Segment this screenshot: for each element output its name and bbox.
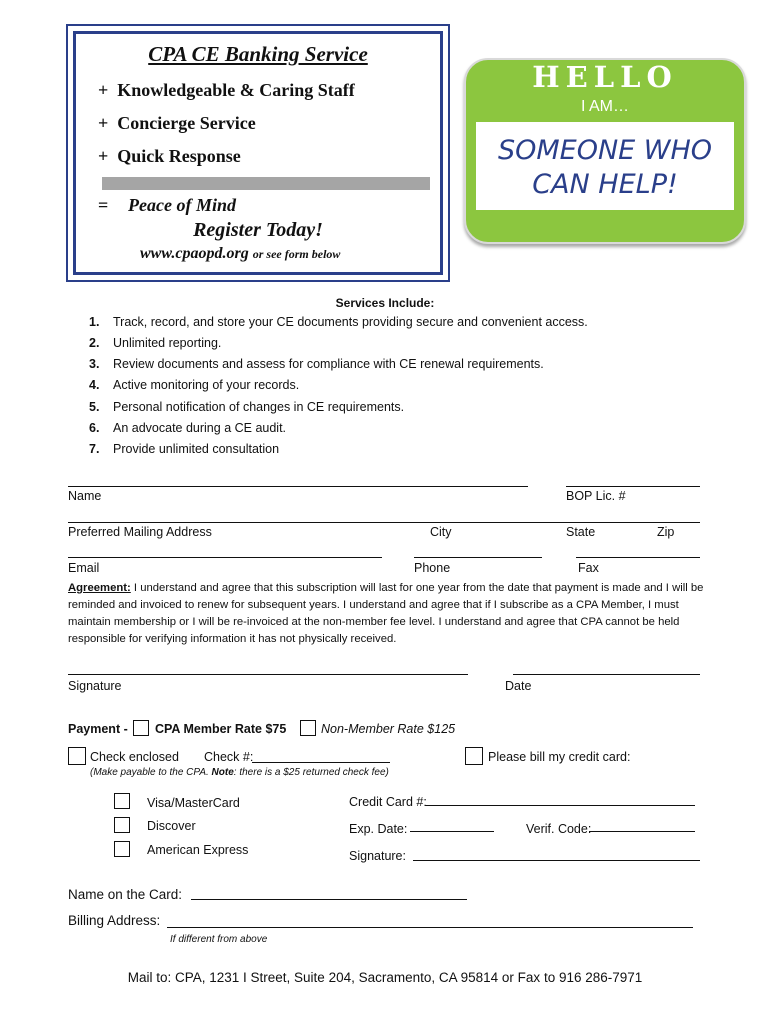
name-label: Name [68,489,102,503]
member-rate-label: CPA Member Rate $75 [155,722,287,736]
signature-label: Signature [68,679,122,693]
visa-checkbox[interactable] [114,793,130,809]
email-field[interactable] [68,557,382,558]
card-signature-field[interactable] [413,860,700,861]
badge-i-am: I AM… [580,98,629,115]
website-link[interactable]: www.cpaopd.org [140,245,249,262]
visa-label: Visa/MasterCard [147,796,240,810]
verif-code-field[interactable] [589,831,695,832]
peace-of-mind: Peace of Mind [128,195,236,215]
credit-card-label: Credit Card #: [349,795,427,809]
bop-label: BOP Lic. # [566,489,626,503]
divider-bar [102,177,430,190]
city-label: City [430,525,452,539]
name-on-card-field[interactable] [191,899,467,900]
promo-item: + Concierge Service [98,113,256,133]
service-item: 1. Track, record, and store your CE documents providing secure and convenient access. [89,315,588,329]
service-item: 2. Unlimited reporting. [89,336,222,350]
register-today: Register Today! [193,219,323,241]
services-title: Services Include: [335,296,435,310]
name-on-card-label: Name on the Card: [68,887,183,902]
nonmember-rate-label: Non-Member Rate $125 [321,722,456,736]
mail-to: Mail to: CPA, 1231 I Street, Suite 204, Sacramento, CA 95814 or Fax to 916 286-7971 [127,970,643,985]
service-item: 5. Personal notification of changes in CE requirements. [89,400,405,414]
agreement-text: Agreement: I understand and agree that this subscription will last for one year from the date that payment is made and I will be reminded and invoiced to renew for subsequent years. I understand and agree that if I subscribe as a CPA Member, I must maintain membership or I will be re-invoiced at the non-member fee level. I understand and agree that CPA cannot be held responsible for verifying information it has not physically received. [68,582,704,645]
promo-item: + Quick Response [98,146,241,166]
service-item: 3. Review documents and assess for compliance with CE renewal requirements. [89,357,544,371]
address-field[interactable] [68,522,700,523]
discover-checkbox[interactable] [114,817,130,833]
bill-card-label: Please bill my credit card: [488,750,631,764]
billing-address-field[interactable] [167,927,693,928]
check-number-field[interactable] [252,762,390,763]
phone-field[interactable] [414,557,542,558]
address-label: Preferred Mailing Address [68,525,212,539]
bill-card-checkbox[interactable] [465,747,483,765]
billing-note: If different from above [170,934,268,945]
service-item: 6. An advocate during a CE audit. [89,421,287,435]
date-field[interactable] [513,674,700,675]
service-item: 4. Active monitoring of your records. [89,378,300,392]
fax-field[interactable] [576,557,700,558]
nonmember-rate-checkbox[interactable] [300,720,316,736]
badge-hello: HELLO [532,60,678,94]
check-enclosed-checkbox[interactable] [68,747,86,765]
badge-message: SOMEONE WHO CAN HELP! [497,135,713,200]
service-item: 7. Provide unlimited consultation [89,442,280,456]
check-number-label: Check #: [204,750,254,764]
name-field[interactable] [68,486,528,487]
website-suffix: or see form below [252,247,341,261]
verif-code-label: Verif. Code: [526,822,592,836]
card-signature-label: Signature: [349,849,406,863]
promo-item: + Knowledgeable & Caring Staff [98,80,355,100]
member-rate-checkbox[interactable] [133,720,149,736]
amex-label: American Express [147,843,249,857]
exp-date-label: Exp. Date: [349,822,408,836]
equals-sign: = [98,195,109,215]
website [140,245,340,263]
signature-field[interactable] [68,674,468,675]
zip-label: Zip [657,525,675,539]
payment-label: Payment - [68,722,128,736]
billing-address-label: Billing Address: [68,913,161,928]
discover-label: Discover [147,819,196,833]
fax-label: Fax [578,561,599,575]
payable-note: (Make payable to the CPA. Note: there is a $25 returned check fee) [90,767,389,778]
date-label: Date [505,679,532,693]
check-enclosed-label: Check enclosed [90,750,179,764]
phone-label: Phone [414,561,451,575]
promo-title: CPA CE Banking Service [148,42,368,66]
credit-card-field[interactable] [425,805,695,806]
state-label: State [566,525,596,539]
bop-field[interactable] [566,486,700,487]
email-label: Email [68,561,100,575]
exp-date-field[interactable] [410,831,494,832]
amex-checkbox[interactable] [114,841,130,857]
